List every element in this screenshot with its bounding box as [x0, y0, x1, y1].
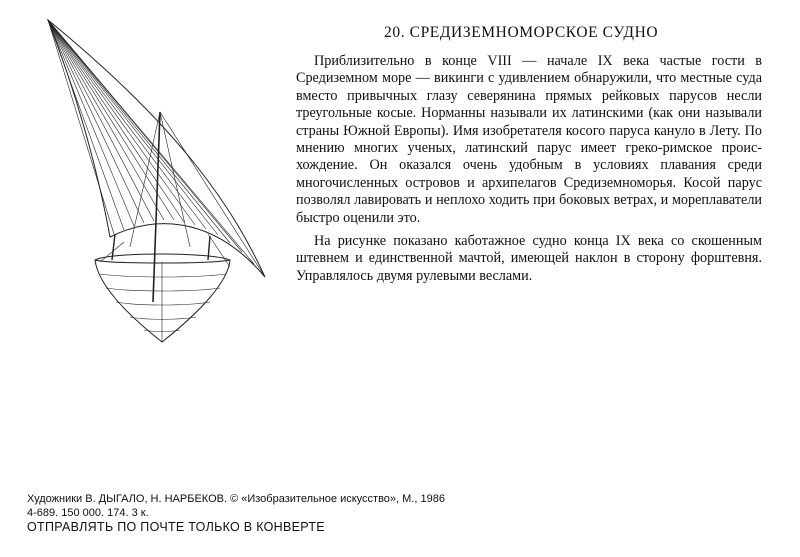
print-info-line: 4-689. 150 000. 174. 3 к. [27, 507, 149, 519]
article-paragraph: На рисунке показано каботажное судно конца IX века со скошенным штевнем и единственной мачтой, имеющей наклон в сторону форштевня. Управлялось двумя рулевыми веслами. [296, 233, 762, 284]
ship-illustration [40, 12, 290, 352]
hull [95, 254, 230, 342]
mast [153, 112, 160, 302]
credits-line: Художники В. ДЫГАЛО, Н. НАРБЕКОВ. © «Изобразительное искусство», М., 1986 [27, 493, 445, 505]
article-paragraph: Приблизительно в конце VIII — начале IX века частые гости в Средиземном море — викинги с удивлением обнаружили, что местные суда вместо привычных глазу северянина прямых рейковых парусов несли треугольные косые. Норманны называли их латинскими (как они называли страны Южной Европы). Имя изобретателя косого паруса кануло в Лету. По мнению многих ученых, латинский парус имеет греко-римское происхождение. Он оказался очень удобным в условиях плавания среди многочисленных островов и архипелагов Средиземноморья. Косой парус позволял лавировать и неплохо ходить при боковых ветрах, и мореплаватели быстро оценили это. [296, 53, 762, 226]
postal-note: ОТПРАВЛЯТЬ ПО ПОЧТЕ ТОЛЬКО В КОНВЕРТЕ [27, 520, 325, 534]
article-body [296, 53, 762, 285]
postcard-title: 20. СРЕДИЗЕМНОМОРСКОЕ СУДНО [384, 24, 659, 41]
footer [27, 492, 445, 535]
